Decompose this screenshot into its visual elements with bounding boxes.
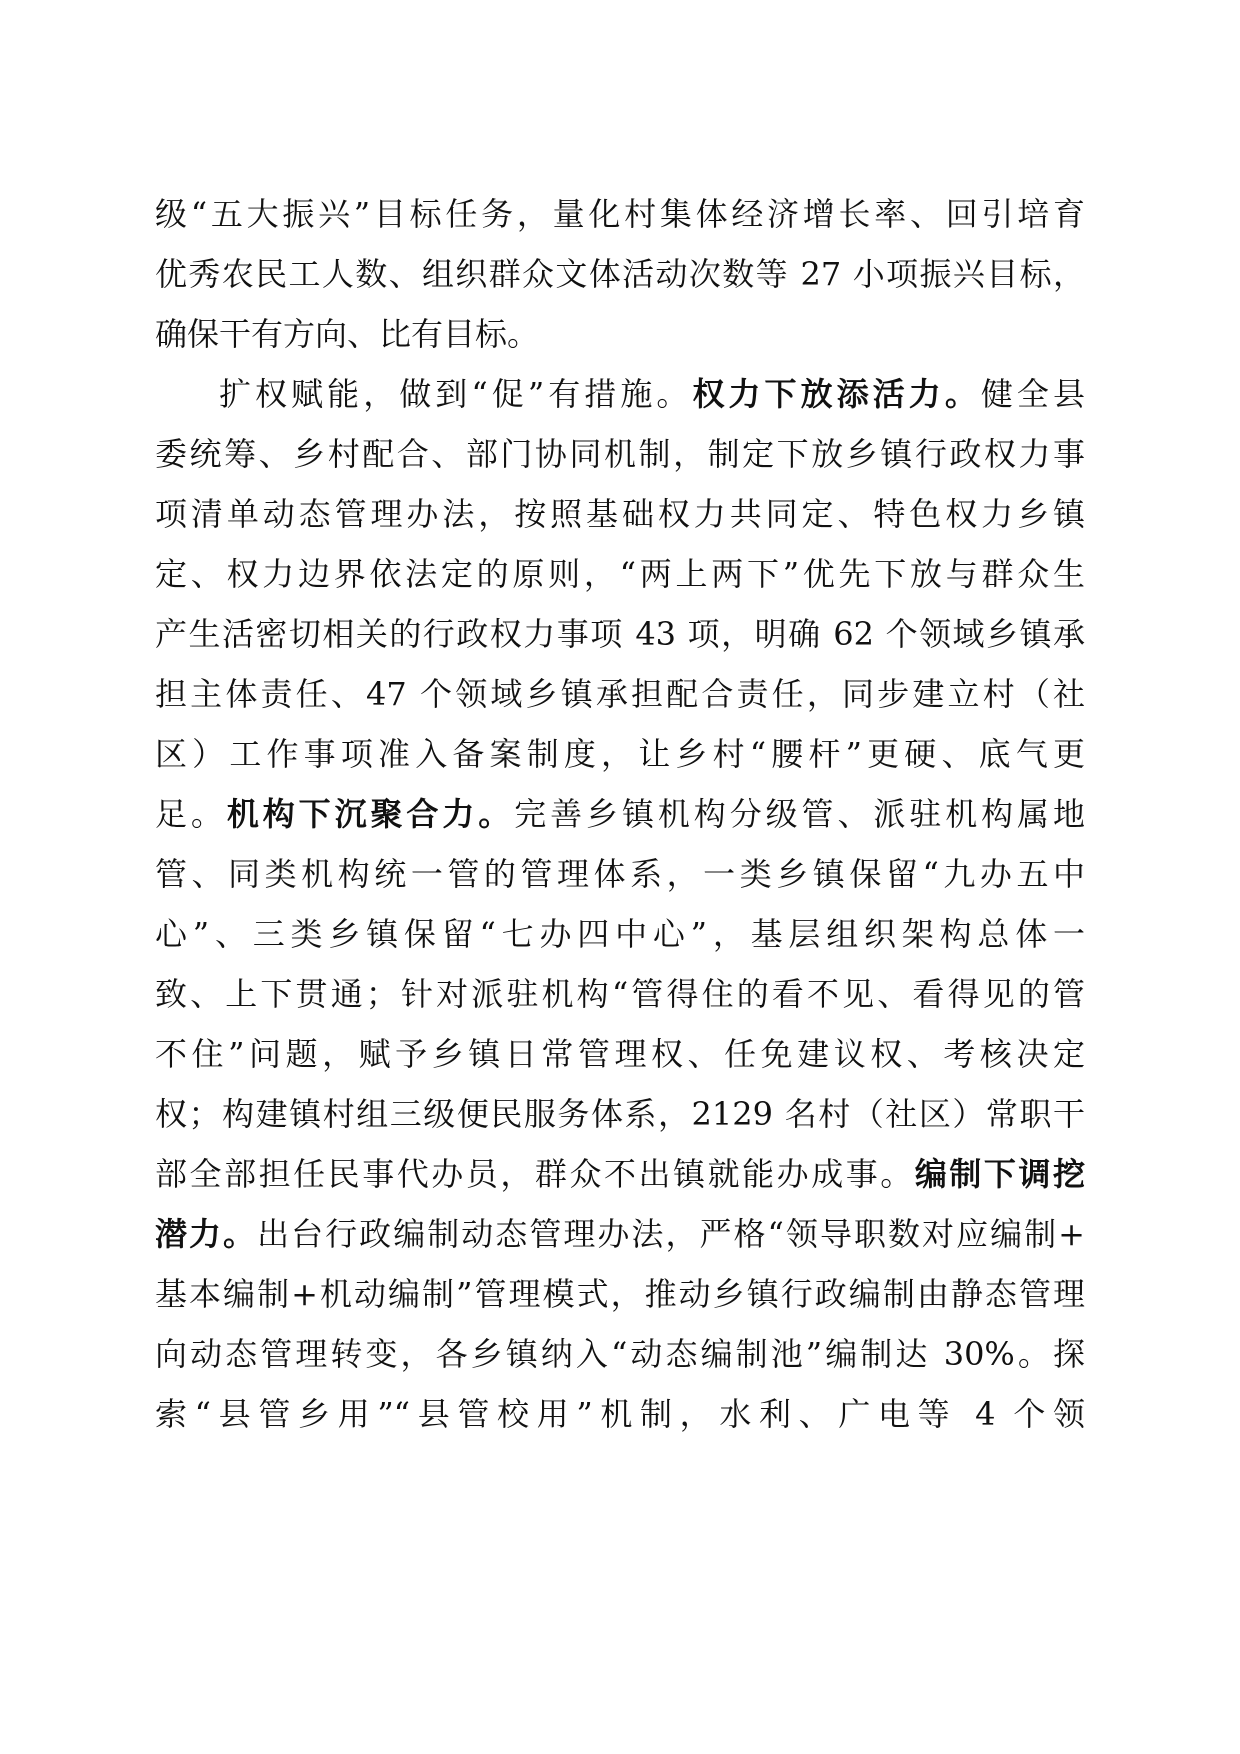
- bold-heading: 潜力。: [155, 1215, 258, 1253]
- text-line: [155, 364, 1085, 424]
- text-line: 管、同类机构统一管的管理体系，一类乡镇保留“九办五中: [155, 855, 1085, 893]
- paragraph-lead: 扩权赋能，做到“促”有措施。: [219, 375, 693, 413]
- text-segment: 完善乡镇机构分级管、派驻机构属地: [514, 795, 1085, 833]
- bold-heading: 权力下放添活力。: [692, 375, 981, 413]
- body-text: [155, 184, 1085, 1444]
- text-line: [155, 1204, 1085, 1264]
- text-line: [155, 1144, 1085, 1204]
- text-line: 定、权力边界依法定的原则，“两上两下”优先下放与群众生: [155, 555, 1085, 593]
- text-segment: 足。: [155, 795, 227, 833]
- text-line: 确保干有方向、比有目标。: [155, 315, 540, 353]
- text-line: 向动态管理转变，各乡镇纳入“动态编制池”编制达 30%。探: [155, 1335, 1085, 1373]
- text-line: 委统筹、乡村配合、部门协同机制，制定下放乡镇行政权力事: [155, 435, 1085, 473]
- text-line: 区）工作事项准入备案制度，让乡村“腰杆”更硬、底气更: [155, 735, 1085, 773]
- text-line: 致、上下贯通；针对派驻机构“管得住的看不见、看得见的管: [155, 975, 1085, 1013]
- text-line: 项清单动态管理办法，按照基础权力共同定、特色权力乡镇: [155, 495, 1085, 533]
- text-line: 基本编制+机动编制”管理模式，推动乡镇行政编制由静态管理: [155, 1275, 1085, 1313]
- text-line: 权；构建镇村组三级便民服务体系，2129 名村（社区）常职干: [155, 1095, 1085, 1133]
- text-line: 心”、三类乡镇保留“七办四中心”，基层组织架构总体一: [155, 915, 1085, 953]
- text-segment: 出台行政编制动态管理办法，严格“领导职数对应编制+: [257, 1215, 1085, 1253]
- bold-heading: 机构下沉聚合力。: [226, 795, 515, 833]
- bold-heading: 编制下调挖: [914, 1155, 1085, 1193]
- text-segment: 部全部担任民事代办员，群众不出镇就能办成事。: [155, 1155, 915, 1193]
- text-line: 级“五大振兴”目标任务，量化村集体经济增长率、回引培育: [155, 195, 1085, 233]
- text-line: 优秀农民工人数、组织群众文体活动次数等 27 小项振兴目标，: [155, 255, 1085, 293]
- text-line: 索“县管乡用”“县管校用”机制，水利、广电等 4 个领: [155, 1395, 1085, 1433]
- text-line: 不住”问题，赋予乡镇日常管理权、任免建议权、考核决定: [155, 1035, 1085, 1073]
- text-segment: 健全县: [980, 375, 1085, 413]
- text-line: [155, 784, 1085, 844]
- text-line: 担主体责任、47 个领域乡镇承担配合责任，同步建立村（社: [155, 675, 1085, 713]
- text-line: 产生活密切相关的行政权力事项 43 项，明确 62 个领域乡镇承: [155, 615, 1085, 653]
